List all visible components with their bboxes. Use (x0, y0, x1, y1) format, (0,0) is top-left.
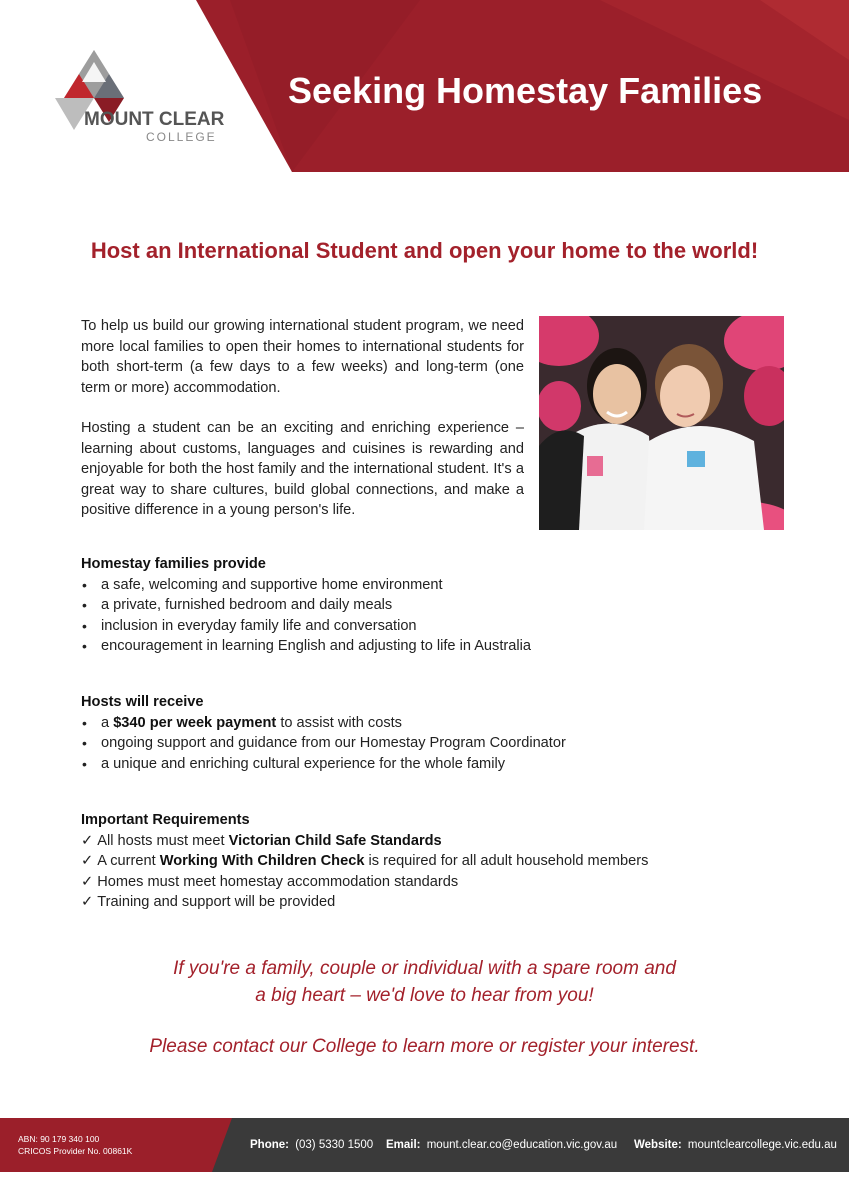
receive-item-suffix: to assist with costs (280, 714, 402, 731)
header-banner (0, 0, 849, 172)
receive-item-prefix: a (101, 714, 110, 731)
list-item: • a private, furnished bedroom and daily meals (81, 595, 701, 616)
list-item: • ongoing support and guidance from our Homestay Program Coordinator (81, 733, 701, 754)
provide-section (81, 554, 701, 657)
website-label: Website: (634, 1139, 682, 1151)
checkmark-icon: ✓ (81, 832, 94, 849)
list-item (81, 892, 721, 913)
students-photo-image (539, 316, 784, 530)
closing-line-3: Please contact our College to learn more or register your interest. (149, 1036, 700, 1057)
footer-phone (250, 1139, 373, 1151)
requirement-suffix: is required for all adult household members (368, 853, 649, 869)
closing-line-1: If you're a family, couple or individual with a spare room and (173, 958, 676, 979)
list-item (81, 713, 701, 734)
list-item: • inclusion in everyday family life and conversation (81, 616, 701, 637)
requirements-section (81, 810, 721, 913)
requirements-heading: Important Requirements (81, 812, 250, 828)
requirement-highlight: Victorian Child Safe Standards (228, 832, 442, 849)
checkmark-icon: ✓ (81, 873, 94, 890)
page-title: Seeking Homestay Families (288, 70, 763, 111)
students-photo (539, 316, 784, 530)
requirement-text: Training and support will be provided (97, 894, 336, 910)
footer (0, 1118, 849, 1172)
closing-message (0, 955, 849, 1009)
checkmark-icon: ✓ (81, 853, 94, 869)
requirements-list (81, 831, 721, 913)
intro-paragraph-1: To help us build our growing international student program, we need more local families to open their homes to international students for both short-term (a few days to a few weeks) and long-term (one term or more) accommodation. (81, 318, 524, 396)
list-item (81, 851, 721, 872)
closing-cta (0, 1033, 849, 1060)
email-link[interactable]: mount.clear.co@education.vic.gov.au (426, 1139, 618, 1151)
requirement-text: Homes must meet homestay accommodation standards (97, 873, 459, 890)
logo-name: MOUNT CLEAR (84, 109, 225, 130)
payment-amount: $340 per week payment (113, 714, 277, 731)
requirement-prefix: All hosts must meet (97, 832, 225, 849)
closing-line-2: a big heart – we'd love to hear from you! (255, 985, 594, 1006)
email-label: Email: (386, 1139, 421, 1151)
abn-text: ABN: 90 179 340 100 (18, 1134, 100, 1144)
page-subtitle: Host an International Student and open your home to the world! (90, 238, 759, 263)
provide-list (81, 575, 701, 657)
website-link[interactable]: mountclearcollege.vic.edu.au (687, 1139, 837, 1151)
footer-legal (18, 1133, 132, 1157)
footer-email (386, 1139, 617, 1151)
checkmark-icon: ✓ (81, 894, 94, 910)
list-item (81, 831, 721, 852)
list-item: • a unique and enriching cultural experience for the whole family (81, 754, 701, 775)
list-item: • a safe, welcoming and supportive home environment (81, 575, 701, 596)
phone-label: Phone: (250, 1139, 289, 1151)
footer-website (634, 1139, 837, 1151)
list-item: • encouragement in learning English and adjusting to life in Australia (81, 636, 701, 657)
requirement-highlight: Working With Children Check (159, 853, 365, 869)
phone-value[interactable]: (03) 5330 1500 (295, 1139, 374, 1151)
provide-heading: Homestay families provide (81, 556, 266, 572)
receive-section (81, 692, 701, 774)
intro-paragraph-2: Hosting a student can be an exciting and enriching experience – learning about customs, languages and cuisines is rewarding and enjoyable for both the host family and the international student. It's a great way to share cultures, build global connections, and make a positive difference in a young person's life. (81, 420, 524, 518)
logo-sub: COLLEGE (146, 130, 217, 144)
list-item (81, 872, 721, 893)
requirement-prefix: A current (97, 853, 156, 869)
receive-heading: Hosts will receive (81, 694, 204, 710)
cricos-text: CRICOS Provider No. 00861K (18, 1146, 133, 1156)
intro-text (81, 316, 524, 521)
receive-list (81, 713, 701, 775)
